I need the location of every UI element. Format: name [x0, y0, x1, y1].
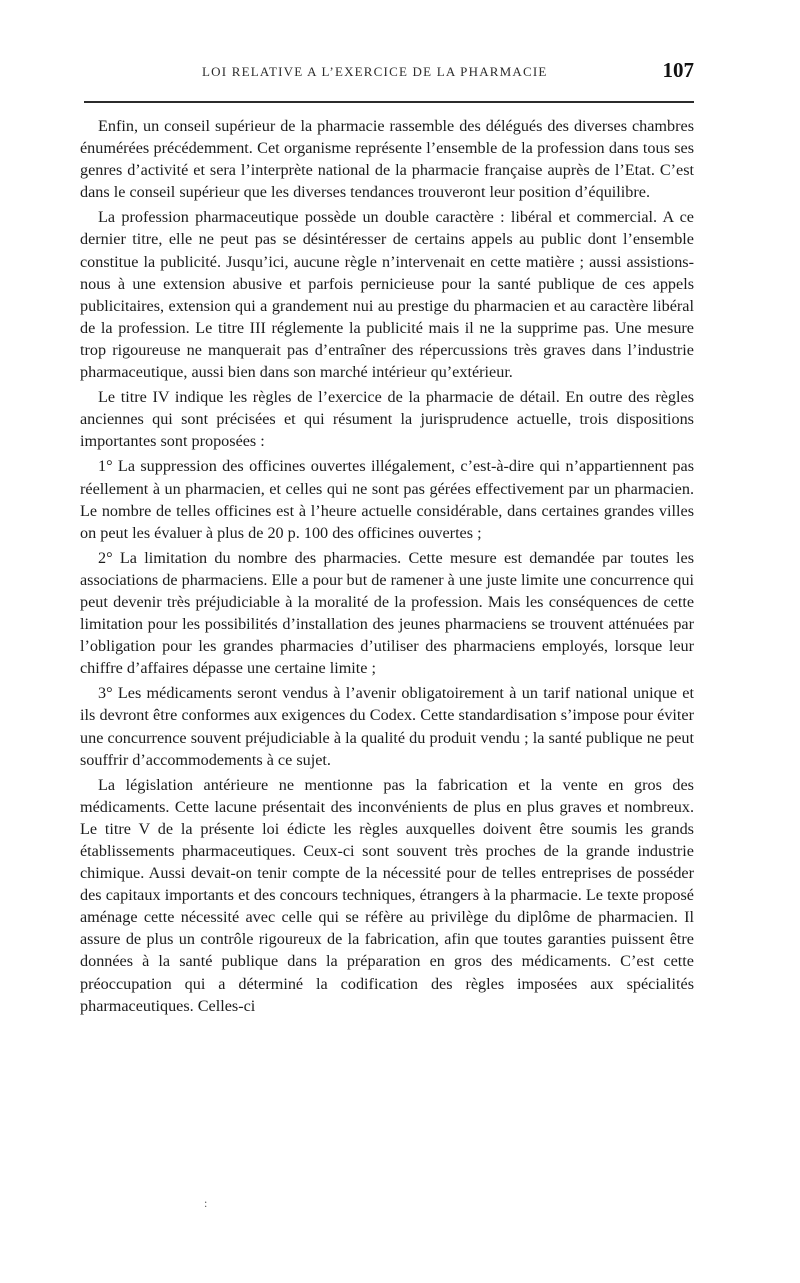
running-head: LOI RELATIVE A L’EXERCICE DE LA PHARMACIE: [202, 64, 548, 79]
paragraph-titre-v: La législation antérieure ne mentionne pas la fabrication et la vente en gros des médicaments. Cette lacune présentait des inconvénients de plus en plus graves et nombreux. Le titre V de la présente loi édicte les règles auxquelles doivent être soumis les grands établissements pharmaceutiques. Ceux-ci sont souvent très proches de la grande industrie chimique. Aussi devait-on tenir compte de la nécessité pour de telles entreprises de posséder des capitaux importants et des concours techniques, étrangers à la pharmacie. Le texte proposé aménage cette nécessité avec celle qui se réfère au privilège du diplôme de pharmacien. Il assure de plus un contrôle rigoureux de la fabrication, afin que toutes garanties puissent être données à la santé publique dans la préparation en gros des médicaments. C’est cette préoccupation qui a déterminé la codification des règles imposées aux spécialités pharmaceutiques. Celles-ci: [80, 775, 694, 1015]
page-number: 107: [662, 58, 694, 82]
paragraph-publicite: La profession pharmaceutique possède un double caractère : libéral et commercial. A ce dernier titre, elle ne peut pas se désintéresser de certains appels au public dont l’ensemble constitue la publicité. Jusqu’ici, aucune règle n’intervenait en cette matière ; aussi assistions-nous à une extension abusive et parfois pernicieuse pour la santé publique de ces appels publicitaires, extension qui a grandement nui au prestige du pharmacien et au caractère libéral de la profession. Le titre III réglemente la publicité mais il ne la supprime pas. Une mesure trop rigoureuse ne manquerait pas d’entraîner des répercussions très graves dans l’industrie pharmaceutique, aussi bien dans son marché intérieur qu’extérieur.: [80, 208, 694, 382]
page-header: [80, 58, 694, 88]
paragraph-conseil-superieur: Enfin, un conseil supérieur de la pharmacie rassemble des délégués des diverses chambres énumérées précédemment. Cet organisme représente l’ensemble de la profession dans tous ses genres d’activité et sera l’interprète national de la pharmacie française auprès de l’Etat. C’est dans le conseil supérieur que les diverses tendances trouveront leur position d’équilibre.: [80, 117, 694, 202]
header-rule: [84, 101, 694, 103]
paragraph-item-3: 3° Les médicaments seront vendus à l’avenir obligatoirement à un tarif national unique et ils devront être conformes aux exigences du Codex. Cette standardisation s’impose pour éviter une concurrence souvent préjudiciable à la qualité du produit vendu ; la santé publique ne peut souffrir d’accommodements à ce sujet.: [80, 684, 694, 769]
paragraph-titre-iv: Le titre IV indique les règles de l’exercice de la pharmacie de détail. En outre des règles anciennes qui sont précisées et qui résument la jurisprudence actuelle, trois dispositions importantes sont proposées :: [80, 388, 694, 451]
paragraph-item-1: 1° La suppression des officines ouvertes illégalement, c’est-à-dire qui n’appartiennent pas réellement à un pharmacien, et celles qui ne sont pas gérées effectivement par un pharmacien. Le nombre de telles officines est à l’heure actuelle considérable, dans certaines grandes villes on peut les évaluer à plus de 20 p. 100 des officines ouvertes ;: [80, 457, 694, 542]
paragraph-item-2: 2° La limitation du nombre des pharmacies. Cette mesure est demandée par toutes les associations de pharmaciens. Elle a pour but de ramener à une juste limite une concurrence qui peut devenir très préjudiciable à la moralité de la profession. Mais les conséquences de cette limitation pour les possibilités d’installation des jeunes pharmaciens se trouvent atténuées par l’obligation pour les grandes pharmacies d’utiliser des pharmaciens employés, lorsque leur chiffre d’affaires dépasse une certaine limite ;: [80, 548, 694, 678]
body-text: [80, 115, 694, 1020]
bottom-mark: :: [204, 1196, 208, 1210]
